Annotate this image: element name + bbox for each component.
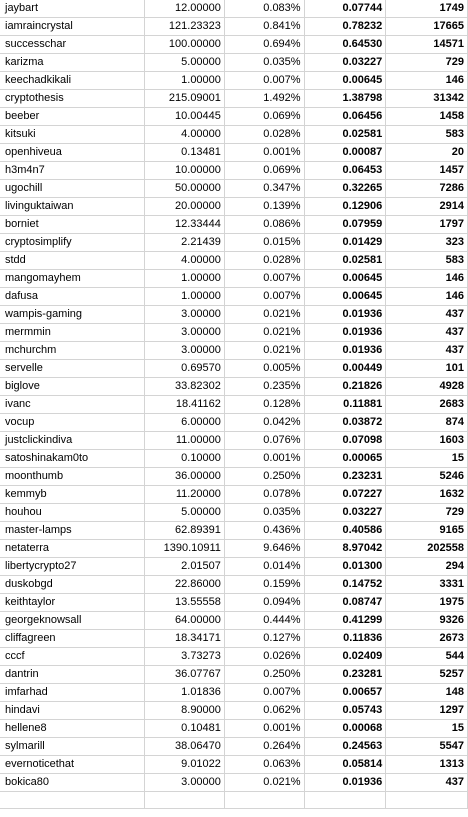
percent-cell[interactable]: 0.007% [224,72,304,90]
username-cell[interactable]: imfarhad [0,684,145,702]
table-row [0,162,468,180]
amount-cell[interactable]: 13.55558 [145,594,225,612]
amount-cell[interactable]: 18.34171 [145,630,225,648]
percent-cell[interactable]: 0.069% [224,108,304,126]
percent-cell[interactable]: 0.028% [224,252,304,270]
count-cell[interactable]: 1458 [386,108,468,126]
amount-cell[interactable]: 2.21439 [145,234,225,252]
percent-cell[interactable]: 0.444% [224,612,304,630]
count-cell[interactable]: 323 [386,234,468,252]
value-cell[interactable]: 0.07227 [304,486,386,504]
table-row [0,378,468,396]
username-cell[interactable]: h3m4n7 [0,162,145,180]
count-cell[interactable]: 202558 [386,540,468,558]
value-cell[interactable]: 0.00065 [304,450,386,468]
table-row [0,36,468,54]
username-cell[interactable]: cryptothesis [0,90,145,108]
percent-cell[interactable]: 0.841% [224,18,304,36]
count-cell[interactable]: 15 [386,720,468,738]
table-row [0,756,468,774]
percent-cell[interactable]: 0.127% [224,630,304,648]
count-cell[interactable]: 9326 [386,612,468,630]
table-row [0,738,468,756]
table-row [0,54,468,72]
username-cell[interactable]: evernoticethat [0,756,145,774]
amount-cell[interactable]: 9.01022 [145,756,225,774]
username-cell[interactable]: duskobgd [0,576,145,594]
username-cell[interactable]: dantrin [0,666,145,684]
count-cell[interactable]: 1297 [386,702,468,720]
value-cell[interactable]: 0.21826 [304,378,386,396]
username-cell[interactable]: sylmarill [0,738,145,756]
username-cell[interactable]: libertycrypto27 [0,558,145,576]
percent-cell[interactable]: 0.062% [224,702,304,720]
percent-cell[interactable]: 0.128% [224,396,304,414]
username-cell[interactable]: karizma [0,54,145,72]
count-cell[interactable]: 9165 [386,522,468,540]
value-cell[interactable]: 0.01429 [304,234,386,252]
username-cell[interactable]: successchar [0,36,145,54]
value-cell[interactable]: 0.08747 [304,594,386,612]
count-cell[interactable]: 1632 [386,486,468,504]
amount-cell[interactable]: 5.00000 [145,504,225,522]
table-row [0,342,468,360]
percent-cell[interactable]: 0.028% [224,126,304,144]
value-cell[interactable]: 0.01300 [304,558,386,576]
amount-cell[interactable]: 2.01507 [145,558,225,576]
table-row [0,630,468,648]
percent-cell[interactable]: 0.001% [224,720,304,738]
amount-cell[interactable]: 6.00000 [145,414,225,432]
amount-cell[interactable]: 3.00000 [145,342,225,360]
table-row [0,216,468,234]
amount-cell[interactable]: 100.00000 [145,36,225,54]
table-row [0,288,468,306]
username-cell[interactable]: satoshinakam0to [0,450,145,468]
percent-cell[interactable]: 0.694% [224,36,304,54]
username-cell[interactable]: netaterra [0,540,145,558]
count-cell[interactable]: 146 [386,270,468,288]
amount-cell[interactable]: 11.20000 [145,486,225,504]
username-cell[interactable]: master-lamps [0,522,145,540]
table-row [0,72,468,90]
percent-cell[interactable]: 0.001% [224,144,304,162]
username-cell[interactable]: beeber [0,108,145,126]
empty-cell[interactable] [0,792,145,809]
value-cell[interactable]: 0.00645 [304,270,386,288]
value-cell[interactable]: 0.11836 [304,630,386,648]
empty-cell[interactable] [386,792,468,809]
table-row [0,144,468,162]
value-cell[interactable]: 0.05814 [304,756,386,774]
count-cell[interactable]: 1975 [386,594,468,612]
amount-cell[interactable]: 18.41162 [145,396,225,414]
percent-cell[interactable]: 0.159% [224,576,304,594]
percent-cell[interactable]: 1.492% [224,90,304,108]
count-cell[interactable]: 20 [386,144,468,162]
table-row [0,468,468,486]
count-cell[interactable]: 3331 [386,576,468,594]
percent-cell[interactable]: 0.035% [224,54,304,72]
value-cell[interactable]: 0.41299 [304,612,386,630]
username-cell[interactable]: cliffagreen [0,630,145,648]
value-cell[interactable]: 0.03872 [304,414,386,432]
value-cell[interactable]: 0.12906 [304,198,386,216]
value-cell[interactable]: 0.01936 [304,774,386,792]
username-cell[interactable]: hindavi [0,702,145,720]
value-cell[interactable]: 0.00087 [304,144,386,162]
table-row [0,90,468,108]
username-cell[interactable]: kitsuki [0,126,145,144]
value-cell[interactable]: 0.00645 [304,72,386,90]
amount-cell[interactable]: 1.00000 [145,72,225,90]
username-cell[interactable]: wampis-gaming [0,306,145,324]
count-cell[interactable]: 4928 [386,378,468,396]
amount-cell[interactable]: 3.73273 [145,648,225,666]
username-cell[interactable]: dafusa [0,288,145,306]
count-cell[interactable]: 5257 [386,666,468,684]
count-cell[interactable]: 583 [386,252,468,270]
table-row [0,522,468,540]
username-cell[interactable]: moonthumb [0,468,145,486]
value-cell[interactable]: 0.01936 [304,306,386,324]
percent-cell[interactable]: 0.063% [224,756,304,774]
count-cell[interactable]: 146 [386,288,468,306]
amount-cell[interactable]: 33.82302 [145,378,225,396]
count-cell[interactable]: 14571 [386,36,468,54]
count-cell[interactable]: 31342 [386,90,468,108]
count-cell[interactable]: 5547 [386,738,468,756]
value-cell[interactable]: 0.02581 [304,252,386,270]
percent-cell[interactable]: 0.347% [224,180,304,198]
count-cell[interactable]: 1603 [386,432,468,450]
username-cell[interactable]: keithtaylor [0,594,145,612]
amount-cell[interactable]: 20.00000 [145,198,225,216]
amount-cell[interactable]: 121.23323 [145,18,225,36]
count-cell[interactable]: 1797 [386,216,468,234]
table-row [0,324,468,342]
username-cell[interactable]: hellene8 [0,720,145,738]
percent-cell[interactable]: 0.069% [224,162,304,180]
username-cell[interactable]: ivanc [0,396,145,414]
table-row [0,252,468,270]
amount-cell[interactable]: 3.00000 [145,306,225,324]
amount-cell[interactable]: 0.13481 [145,144,225,162]
amount-cell[interactable]: 22.86000 [145,576,225,594]
value-cell[interactable]: 0.00068 [304,720,386,738]
amount-cell[interactable]: 1390.10911 [145,540,225,558]
table-row [0,540,468,558]
value-cell[interactable]: 0.01936 [304,324,386,342]
percent-cell[interactable]: 0.021% [224,774,304,792]
amount-cell[interactable]: 0.10481 [145,720,225,738]
value-cell[interactable]: 0.03227 [304,54,386,72]
value-cell[interactable]: 0.78232 [304,18,386,36]
username-cell[interactable]: georgeknowsall [0,612,145,630]
amount-cell[interactable]: 64.00000 [145,612,225,630]
value-cell[interactable]: 8.97042 [304,540,386,558]
amount-cell[interactable]: 3.00000 [145,324,225,342]
percent-cell[interactable]: 0.250% [224,666,304,684]
table-row [0,306,468,324]
percent-cell[interactable]: 0.021% [224,306,304,324]
table-row [0,360,468,378]
count-cell[interactable]: 2673 [386,630,468,648]
username-cell[interactable]: livinguktaiwan [0,198,145,216]
table-row [0,180,468,198]
table-row [0,594,468,612]
username-cell[interactable]: kemmyb [0,486,145,504]
table-row [0,108,468,126]
table-row [0,612,468,630]
count-cell[interactable]: 146 [386,72,468,90]
amount-cell[interactable]: 12.33444 [145,216,225,234]
username-cell[interactable]: stdd [0,252,145,270]
empty-cell[interactable] [224,792,304,809]
value-cell[interactable]: 0.11881 [304,396,386,414]
percent-cell[interactable]: 0.078% [224,486,304,504]
amount-cell[interactable]: 8.90000 [145,702,225,720]
count-cell[interactable]: 1749 [386,0,468,18]
percent-cell[interactable]: 0.042% [224,414,304,432]
percent-cell[interactable]: 9.646% [224,540,304,558]
table-row [0,234,468,252]
table-row [0,666,468,684]
table-row [0,648,468,666]
table-row [0,0,468,18]
percent-cell[interactable]: 0.139% [224,198,304,216]
count-cell[interactable]: 729 [386,504,468,522]
percent-cell[interactable]: 0.007% [224,270,304,288]
empty-row [0,792,468,809]
percent-cell[interactable]: 0.014% [224,558,304,576]
amount-cell[interactable]: 36.00000 [145,468,225,486]
amount-cell[interactable]: 10.00445 [145,108,225,126]
username-cell[interactable]: vocup [0,414,145,432]
amount-cell[interactable]: 36.07767 [145,666,225,684]
percent-cell[interactable]: 0.086% [224,216,304,234]
amount-cell[interactable]: 10.00000 [145,162,225,180]
count-cell[interactable]: 544 [386,648,468,666]
count-cell[interactable]: 2914 [386,198,468,216]
count-cell[interactable]: 729 [386,54,468,72]
value-cell[interactable]: 0.00645 [304,288,386,306]
table-row [0,270,468,288]
amount-cell[interactable]: 1.01836 [145,684,225,702]
empty-cell[interactable] [304,792,386,809]
table-row [0,720,468,738]
value-cell[interactable]: 0.23281 [304,666,386,684]
value-cell[interactable]: 0.07959 [304,216,386,234]
username-cell[interactable]: mchurchm [0,342,145,360]
table-row [0,414,468,432]
value-cell[interactable]: 0.24563 [304,738,386,756]
count-cell[interactable]: 874 [386,414,468,432]
value-cell[interactable]: 0.00657 [304,684,386,702]
value-cell[interactable]: 0.07744 [304,0,386,18]
percent-cell[interactable]: 0.250% [224,468,304,486]
amount-cell[interactable]: 1.00000 [145,270,225,288]
table-row [0,126,468,144]
count-cell[interactable]: 7286 [386,180,468,198]
count-cell[interactable]: 148 [386,684,468,702]
value-cell[interactable]: 0.06453 [304,162,386,180]
percent-cell[interactable]: 0.094% [224,594,304,612]
percent-cell[interactable]: 0.235% [224,378,304,396]
percent-cell[interactable]: 0.021% [224,342,304,360]
value-cell[interactable]: 0.23231 [304,468,386,486]
count-cell[interactable]: 437 [386,324,468,342]
table-row [0,774,468,792]
percent-cell[interactable]: 0.026% [224,648,304,666]
value-cell[interactable]: 0.40586 [304,522,386,540]
count-cell[interactable]: 17665 [386,18,468,36]
table-row [0,450,468,468]
value-cell[interactable]: 0.02581 [304,126,386,144]
value-cell[interactable]: 0.64530 [304,36,386,54]
value-cell[interactable]: 0.00449 [304,360,386,378]
amount-cell[interactable]: 215.09001 [145,90,225,108]
value-cell[interactable]: 0.05743 [304,702,386,720]
percent-cell[interactable]: 0.007% [224,684,304,702]
percent-cell[interactable]: 0.007% [224,288,304,306]
amount-cell[interactable]: 0.10000 [145,450,225,468]
percent-cell[interactable]: 0.005% [224,360,304,378]
count-cell[interactable]: 101 [386,360,468,378]
count-cell[interactable]: 1313 [386,756,468,774]
username-cell[interactable]: keechadkikali [0,72,145,90]
table-row [0,558,468,576]
count-cell[interactable]: 15 [386,450,468,468]
value-cell[interactable]: 0.07098 [304,432,386,450]
username-cell[interactable]: borniet [0,216,145,234]
username-cell[interactable]: justclickindiva [0,432,145,450]
percent-cell[interactable]: 0.015% [224,234,304,252]
amount-cell[interactable]: 50.00000 [145,180,225,198]
amount-cell[interactable]: 12.00000 [145,0,225,18]
table-row [0,576,468,594]
empty-cell[interactable] [145,792,225,809]
amount-cell[interactable]: 11.00000 [145,432,225,450]
amount-cell[interactable]: 4.00000 [145,252,225,270]
username-cell[interactable]: mangomayhem [0,270,145,288]
amount-cell[interactable]: 5.00000 [145,54,225,72]
percent-cell[interactable]: 0.083% [224,0,304,18]
table-row [0,702,468,720]
percent-cell[interactable]: 0.076% [224,432,304,450]
username-cell[interactable]: mermmin [0,324,145,342]
username-cell[interactable]: servelle [0,360,145,378]
count-cell[interactable]: 2683 [386,396,468,414]
percent-cell[interactable]: 0.001% [224,450,304,468]
username-cell[interactable]: houhou [0,504,145,522]
amount-cell[interactable]: 0.69570 [145,360,225,378]
amount-cell[interactable]: 1.00000 [145,288,225,306]
table-row [0,504,468,522]
table-row [0,432,468,450]
username-cell[interactable]: bokica80 [0,774,145,792]
amount-cell[interactable]: 3.00000 [145,774,225,792]
count-cell[interactable]: 5246 [386,468,468,486]
username-cell[interactable]: cccf [0,648,145,666]
percent-cell[interactable]: 0.264% [224,738,304,756]
count-cell[interactable]: 437 [386,306,468,324]
value-cell[interactable]: 0.03227 [304,504,386,522]
username-cell[interactable]: biglove [0,378,145,396]
username-cell[interactable]: ugochill [0,180,145,198]
amount-cell[interactable]: 4.00000 [145,126,225,144]
username-cell[interactable]: openhiveua [0,144,145,162]
table-row [0,486,468,504]
count-cell[interactable]: 437 [386,342,468,360]
username-cell[interactable]: iamraincrystal [0,18,145,36]
amount-cell[interactable]: 38.06470 [145,738,225,756]
count-cell[interactable]: 437 [386,774,468,792]
count-cell[interactable]: 1457 [386,162,468,180]
value-cell[interactable]: 0.01936 [304,342,386,360]
percent-cell[interactable]: 0.021% [224,324,304,342]
amount-cell[interactable]: 62.89391 [145,522,225,540]
value-cell[interactable]: 0.06456 [304,108,386,126]
username-cell[interactable]: cryptosimplify [0,234,145,252]
table-row [0,684,468,702]
percent-cell[interactable]: 0.035% [224,504,304,522]
table-row [0,396,468,414]
percent-cell[interactable]: 0.436% [224,522,304,540]
value-cell[interactable]: 0.02409 [304,648,386,666]
value-cell[interactable]: 1.38798 [304,90,386,108]
table-row [0,198,468,216]
count-cell[interactable]: 294 [386,558,468,576]
count-cell[interactable]: 583 [386,126,468,144]
table-row [0,18,468,36]
value-cell[interactable]: 0.32265 [304,180,386,198]
username-cell[interactable]: jaybart [0,0,145,18]
value-cell[interactable]: 0.14752 [304,576,386,594]
